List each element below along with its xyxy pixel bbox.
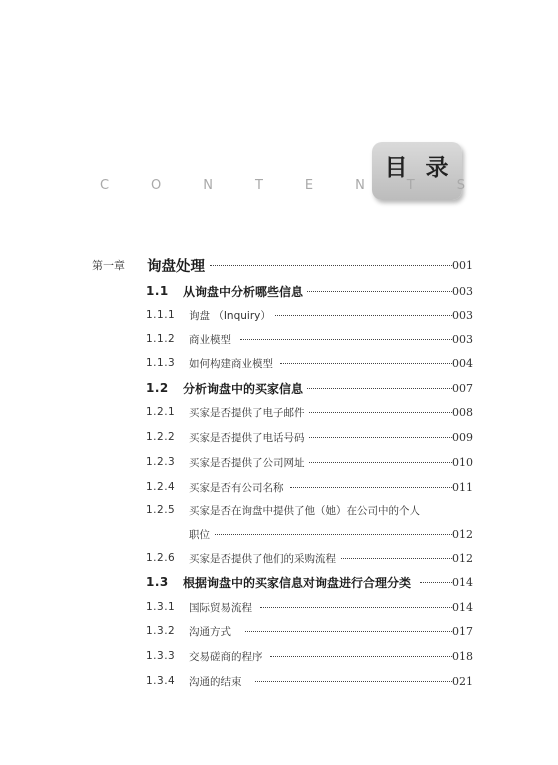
dot-leader (290, 486, 454, 488)
chapter-title: 询盘处理 (147, 255, 209, 276)
toc-entry-1-2-2[interactable] (0, 427, 558, 447)
section-title: 沟通的结束 (189, 674, 246, 689)
section-number: 1.1.3 (146, 357, 176, 369)
contents-letter: E (304, 178, 314, 193)
toc-title: 目 录 (384, 155, 454, 181)
toc-entry-1-1[interactable] (0, 281, 558, 301)
section-title: 商业模型 (189, 332, 235, 347)
toc-entry-1-2-5[interactable] (0, 500, 558, 520)
dot-leader (300, 461, 454, 463)
dot-leader (300, 411, 454, 413)
section-title-continued: 职位 (189, 527, 214, 542)
section-title: 买家是否提供了电子邮件 (189, 405, 309, 420)
section-title: 根据询盘中的买家信息对询盘进行合理分类 (183, 574, 415, 591)
dot-leader (215, 533, 454, 535)
contents-word (100, 178, 465, 193)
page-number: 014 (452, 575, 473, 589)
section-number: 1.2.4 (146, 481, 176, 493)
page-number: 003 (452, 332, 473, 346)
dot-leader (300, 290, 454, 292)
section-number: 1.2.2 (146, 431, 176, 443)
toc-entry-1-3-1[interactable] (0, 597, 558, 617)
toc-entry-1-3-4[interactable] (0, 671, 558, 691)
section-number: 1.2.1 (146, 406, 176, 418)
page-number: 003 (452, 308, 473, 322)
section-number: 1.3 (146, 575, 169, 589)
chapter-label: 第一章 (92, 259, 125, 272)
dot-leader (300, 436, 454, 438)
toc-entry-1-3[interactable] (0, 572, 558, 592)
section-number: 1.2 (146, 381, 169, 395)
toc-entry-1-2-6[interactable] (0, 548, 558, 568)
section-title: 分析询盘中的买家信息 (183, 380, 307, 397)
page-number: 014 (452, 600, 473, 614)
toc-entry-1-1-3[interactable] (0, 353, 558, 373)
section-title: 沟通方式 (189, 624, 235, 639)
section-title: 买家是否有公司名称 (189, 480, 288, 495)
contents-letter: N (203, 178, 213, 193)
page-number: 012 (452, 527, 473, 541)
page-number: 001 (452, 258, 473, 272)
section-number: 1.1 (146, 284, 169, 298)
page-number: 017 (452, 624, 473, 638)
toc-entry-chapter-1[interactable] (0, 255, 558, 275)
section-title: 买家是否提供了电话号码 (189, 430, 309, 445)
section-title: 买家是否提供了他们的采购流程 (189, 551, 340, 566)
dot-leader (280, 362, 454, 364)
dot-leader (300, 387, 454, 389)
dot-leader (330, 557, 454, 559)
toc-entry-1-3-3[interactable] (0, 646, 558, 666)
section-number: 1.1.1 (146, 309, 176, 321)
dot-leader (270, 314, 454, 316)
section-number: 1.3.2 (146, 625, 176, 637)
section-title: 买家是否在询盘中提供了他（她）在公司中的个人 (189, 503, 424, 518)
section-title: 国际贸易流程 (189, 600, 256, 615)
section-number: 1.3.4 (146, 675, 176, 687)
toc-entry-1-1-1[interactable] (0, 305, 558, 325)
section-title: 从询盘中分析哪些信息 (183, 283, 307, 300)
page-number: 009 (452, 430, 473, 444)
dot-leader (210, 264, 454, 266)
section-number: 1.2.6 (146, 552, 176, 564)
toc-entry-1-2-1[interactable] (0, 402, 558, 422)
dot-leader (420, 581, 454, 583)
section-number: 1.3.1 (146, 601, 176, 613)
page-number: 018 (452, 649, 473, 663)
page-number: 011 (452, 480, 473, 494)
section-number: 1.1.2 (146, 333, 176, 345)
section-title: 询盘 （Inquiry） (189, 308, 275, 323)
toc-entry-1-3-2[interactable] (0, 621, 558, 641)
contents-letter: N (355, 178, 365, 193)
contents-letter: T (406, 178, 415, 193)
contents-letter: T (254, 178, 263, 193)
dot-leader (270, 655, 454, 657)
page-number: 010 (452, 455, 473, 469)
dot-leader (260, 606, 454, 608)
toc-entry-1-2-3[interactable] (0, 452, 558, 472)
page-number: 008 (452, 405, 473, 419)
dot-leader (240, 338, 454, 340)
dot-leader (245, 630, 454, 632)
page-number: 021 (452, 674, 473, 688)
section-title: 买家是否提供了公司网址 (189, 455, 309, 470)
page-number: 007 (452, 381, 473, 395)
contents-letter: C (100, 178, 110, 193)
section-title: 如何构建商业模型 (189, 356, 277, 371)
page-number: 003 (452, 284, 473, 298)
section-title: 交易磋商的程序 (189, 649, 267, 664)
toc-entry-1-2[interactable] (0, 378, 558, 398)
section-number: 1.2.3 (146, 456, 176, 468)
page-number: 012 (452, 551, 473, 565)
toc-entry-1-2-5-cont[interactable] (0, 524, 558, 544)
section-number: 1.2.5 (146, 504, 176, 516)
contents-letter: O (151, 178, 162, 193)
contents-letter: S (456, 178, 465, 193)
toc-entry-1-1-2[interactable] (0, 329, 558, 349)
page-number: 004 (452, 356, 473, 370)
toc-entry-1-2-4[interactable] (0, 477, 558, 497)
section-number: 1.3.3 (146, 650, 176, 662)
dot-leader (255, 680, 454, 682)
